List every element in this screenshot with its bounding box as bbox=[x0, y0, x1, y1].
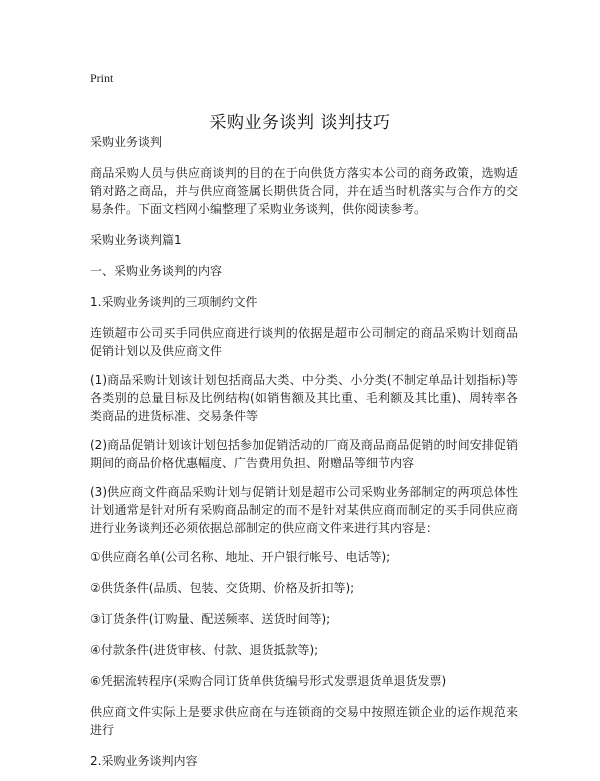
chapter-heading: 采购业务谈判篇1 bbox=[90, 233, 182, 247]
subsection-heading: 1.采购业务谈判的三项制约文件 bbox=[90, 295, 258, 309]
list-item: ②供货条件(品质、包装、交货期、价格及折扣等); bbox=[90, 581, 355, 595]
body-paragraph: (1)商品采购计划该计划包括商品大类、中分类、小分类(不制定单品计划指标)等各类别的总量目标及比例结构(如销售额及其比重、毛利额及其比重)、周转率各类商品的进货标准、交易条件等 bbox=[90, 373, 518, 423]
document-body bbox=[90, 133, 518, 781]
intro-paragraph: 商品采购人员与供应商谈判的目的在于向供货方落实本公司的商务政策，选购适销对路之商品，并与供应商签属长期供货合同，并在适当时机落实与合作方的交易条件。下面文档网小编整理了采购业务谈判，供你阅读参考。 bbox=[90, 166, 518, 216]
subsection-heading: 2.采购业务谈判内容 bbox=[90, 754, 198, 768]
body-paragraph: (3)供应商文件商品采购计划与促销计划是超市公司采购业务部制定的两项总体性计划通常是针对所有采购商品制定的而不是针对某供应商而制定的买手同供应商进行业务谈判还必须依据总部制定的供应商文件来进行其内容是： bbox=[90, 485, 518, 535]
list-item: ①供应商名单(公司名称、地址、开户银行帐号、电话等); bbox=[90, 550, 391, 564]
body-paragraph: 供应商文件实际上是要求供应商在与连锁商的交易中按照连锁企业的运作规范来进行 bbox=[90, 705, 518, 737]
print-label: Print bbox=[90, 71, 114, 85]
body-paragraph: 连锁超市公司买手同供应商进行谈判的依据是超市公司制定的商品采购计划商品促销计划以及供应商文件 bbox=[90, 326, 518, 358]
document-title: 采购业务谈判 谈判技巧 bbox=[209, 113, 391, 134]
subsection-heading: 一、采购业务谈判的内容 bbox=[90, 264, 223, 278]
body-paragraph: (2)商品促销计划该计划包括参加促销活动的厂商及商品商品促销的时间安排促销期间的商品价格优惠幅度、广告费用负担、附赠品等细节内容 bbox=[90, 438, 518, 470]
list-item: ③订货条件(订购量、配送频率、送货时间等); bbox=[90, 612, 331, 626]
list-item: ④付款条件(进货审核、付款、退货抵款等); bbox=[90, 643, 319, 657]
section-heading: 采购业务谈判 bbox=[90, 135, 163, 149]
list-item: ⑥凭据流转程序(采购合同订货单供货编号形式发票退货单退货发票) bbox=[90, 674, 447, 688]
